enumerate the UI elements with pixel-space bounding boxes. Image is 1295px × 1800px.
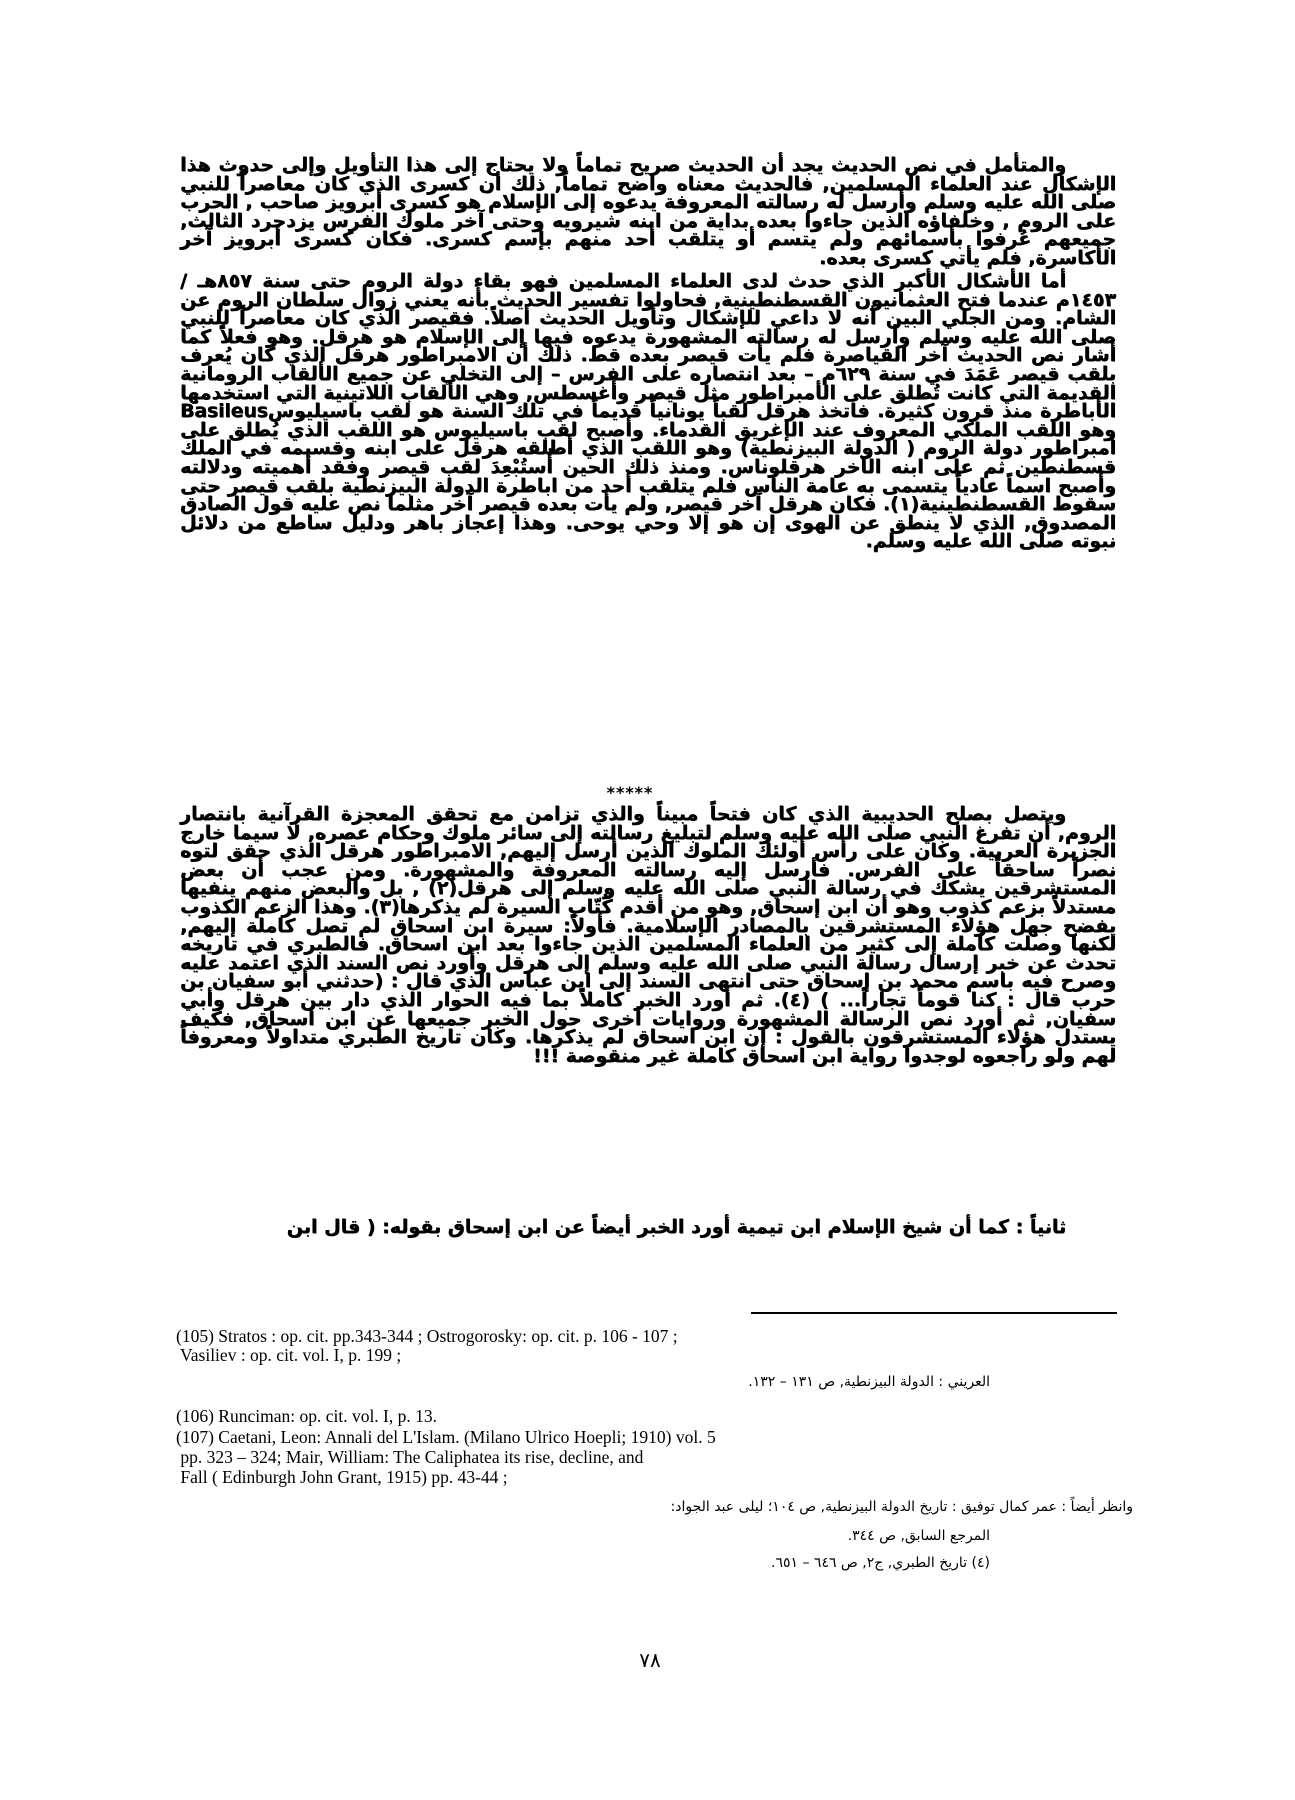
- page-number: ٧٨: [639, 1648, 661, 1672]
- footnote-107-arabic-line-2: المرجع السابق, ص ٣٤٤.: [847, 1528, 990, 1544]
- footnote-107-line-3: Fall ( Edinburgh John Grant, 1915) pp. 43-44 ;: [176, 1467, 508, 1487]
- footnote-107-arabic-line-1: وانظر أيضاً : عمر كمال توفيق : تاريخ الدولة البيزنطية, ص ١٠٤؛ ليلى عبد الجواد:: [670, 1499, 1133, 1515]
- paragraph-caesar: أما الأشكال الأكبر الذي حدث لدى العلماء المسلمين فهو بقاء دولة الروم حتى سنة ٨٥٧هـ / ١٤٥٣م عندما فتح العثمانيون القسطنطينية, فحاولوا تفسير الحديث بأنه يعني زوال سلطان الروم عن الشام. ومن الجلي البين أنه لا داعي للإشكال وتأويل الحديث أصلاً. فقيصر الذي كان معاصراً للنبي صلى الله عليه وسلم وأرسل له رسالته المشهورة يدعوه فيها إلى الإسلام هو هرقل. وهو فعلاً كما أشار نص الحديث آخر القياصرة فلم يأت قيصر بعده قط. ذلك أن الامبراطور هرقل الذي كان يُعرف بلقب قيصر عَمَدَ في سنة ٦٢٩م – بعد انتصاره على الفرس – إلى التخلي عن جميع الألقاب الرومانية القديمة التي كانت تُطلق على الأمبراطور مثل قيصر وأغسطس, وهي الألقاب اللاتينية التي استخدمها الأباطرة منذ قرون كثيرة. فاتخذ هرقل لقباً يونانياً قديماً في تلك السنة هو لقب باسيليوسBasileus وهو اللقب الملكي المعروف عند الإغريق القدماء. وأصبح لقب باسيليوس هو اللقب الذي يُطلق على امبراطور دولة الروم ( الدولة البيزنطية) وهو اللقب الذي أطلقه هرقل على ابنه وقسيمه في الملك قسطنطين ثم على ابنه الآخر هرقلوناس. ومنذ ذلك الحين أُستُبْعِدَ لقب قيصر وفقد أهميته ودلالته وأصبح اسماً عادياً يتسمى به عامة الناس فلم يتلقب أحد من اباطرة الدولة البيزنطية بلقب قيصر حتى سقوط القسطنطينية(١). فكان هرقل آخر قيصر, ولم يأت بعده قيصر آخر مثلما نص عليه قول الصادق المصدوق, الذي لا ينطق عن الهوى إن هو إلا وحي يوحى. وهذا إعجاز باهر ودليل ساطع من دلائل نبوته صلى الله عليه وسلم.: [180, 270, 1116, 553]
- paragraph-ibn-taymiyyah: ثانياً : كما أن شيخ الإسلام ابن تيمية أورد الخبر أيضاً عن ابن إسحاق بقوله: ( قال ابن: [286, 1216, 1066, 1238]
- footnote-105-line-1: (105) Stratos : op. cit. pp.343-344 ; Ostrogorosky: op. cit. p. 106 - 107 ;: [176, 1326, 678, 1346]
- paragraph-hudaybiyyah: ويتصل بصلح الحديبية الذي كان فتحاً مبيناً والذي تزامن مع تحقق المعجزة القرآنية بانتصار الروم, أن تفرغ النبي صلى الله عليه وسلم لتبليغ رسالته إلى سائر ملوك وحكام عصره, لا سيما خارج الجزيرة العربية. وكان على رأس أولئك الملوك الذين أرسل إليهم, الامبراطور هرقل الذي حقق لتوه نصراً ساحقاً على الفرس. فأرسل إليه رسالته المعروفة والمشهورة. ومن عجب أن بعض المستشرقين يشكك في رسالة النبي صلى الله عليه وسلم إلى هرقل(٢) , بل والبعض منهم ينفيها مستدلاً بزعم كذوب وهو أن ابن إسحاق, وهو من أقدم كُتّاب السيرة لم يذكرها(٣). وهذا الزعم الكذوب يفضح جهل هؤلاء المستشرقين بالمصادر الإسلامية. فأولاً: سيرة ابن اسحاق لم تصل كاملة إليهم, لكنها وصلت كاملة إلى كثير من العلماء المسلمين الذين جاءوا بعد ابن اسحاق. فالطبري في تاريخه تحدث عن خبر إرسال رسالة النبي صلى الله عليه وسلم إلى هرقل وأورد نص السند الذي اعتمد عليه وصرح فيه باسم محمد بن إسحاق حتى انتهى السند إلى ابن عباس الذي قال : (حدثني أبو سفيان بن حرب قال : كنا قوماً تجاراً... ) (٤). ثم أورد الخبر كاملاً بما فيه الحوار الذي دار بين هرقل وأبي سفيان, ثم أورد نص الرسالة المشهورة وروايات أخرى حول الخبر جميعها عن ابن اسحاق, فكيف يستدل هؤلاء المستشرقون بالقول : إن ابن اسحاق لم يذكرها. وكان تاريخ الطبري متداولاً ومعروفاً لهم ولو راجعوه لوجدوا رواية ابن اسحاق كاملة غير منقوصة !!!: [180, 803, 1116, 1067]
- footnote-107-line-2: pp. 323 – 324; Mair, William: The Caliphatea its rise, decline, and: [176, 1447, 644, 1467]
- paragraph-chosroes: والمتأمل في نص الحديث يجد أن الحديث صريح تماماً ولا يحتاج إلى هذا التأويل وإلى حدوث هذا الإشكال عند العلماء المسلمين, فالحديث معناه واضح تماماً, ذلك أن كسرى الذي كان معاصراً للنبي صلى الله عليه وسلم وأرسل له رسالته المعروفة يدعوه إلى الإسلام هو كسرى أبرويز صاحب , الحرب على الروم , وخلفاؤه الذين جاءوا بعده بداية من ابنه شيرويه وحتى آخر ملوك الفرس يزدجرد الثالث, جميعهم عُرفوا بأسمائهم ولم يتسم أو يتلقب أحد منهم بإسم كسرى. فكان كسرى أبرويز آخر الأكاسرة, فلم يأتي كسرى بعده.: [180, 154, 1116, 269]
- footnote-separator-line: [751, 1312, 1117, 1314]
- section-separator: *****: [606, 783, 654, 802]
- footnote-107-line-1: (107) Caetani, Leon: Annali del L'Islam. (Milano Ulrico Hoepli; 1910) vol. 5: [176, 1427, 716, 1447]
- footnote-4-arabic: (٤) تاريخ الطبري, ج٢, ص ٦٤٦ – ٦٥١.: [771, 1555, 990, 1571]
- footnote-105-arabic: العريني : الدولة البيزنطية, ص ١٣١ – ١٣٢.: [748, 1374, 990, 1390]
- footnote-105-line-2: Vasiliev : op. cit. vol. I, p. 199 ;: [176, 1345, 402, 1365]
- footnote-106: (106) Runciman: op. cit. vol. I, p. 13.: [176, 1406, 438, 1426]
